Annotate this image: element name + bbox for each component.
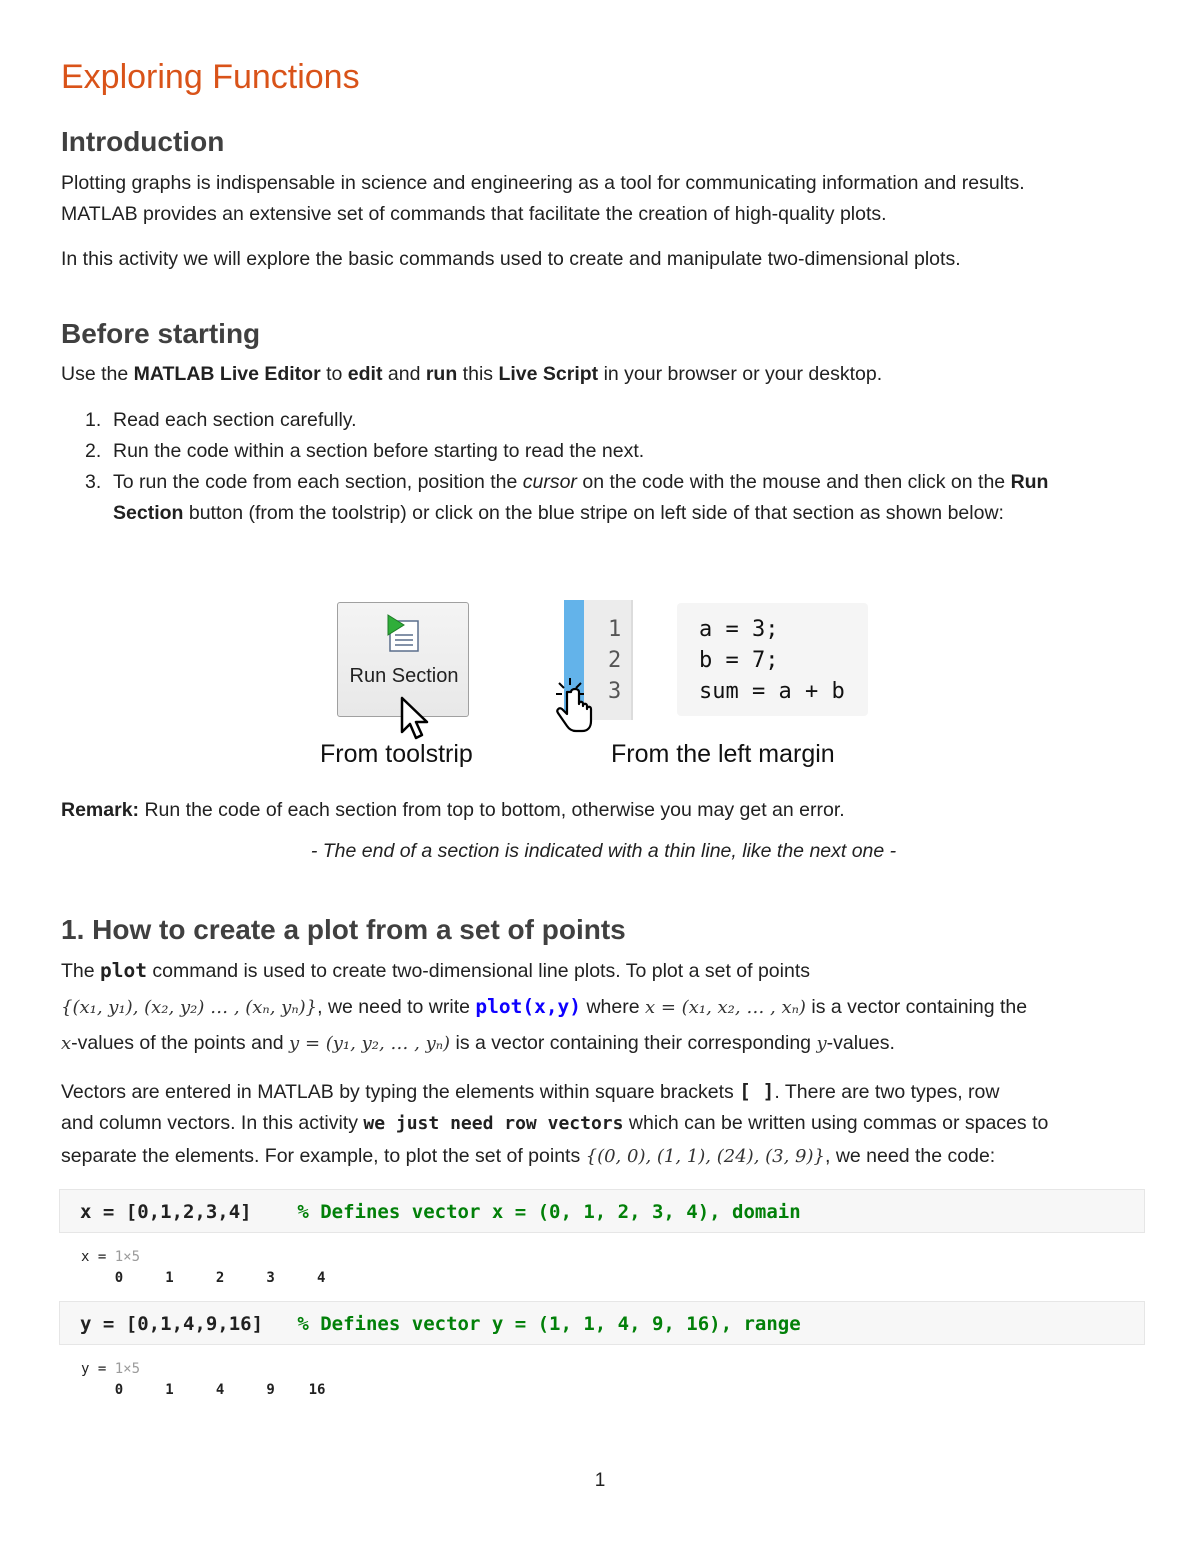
example-code-block	[677, 603, 868, 716]
intro-paragraph-line1: Plotting graphs is indispensable in science and engineering as a tool for communicating information and results.	[61, 172, 1025, 194]
intro-paragraph-2: In this activity we will explore the basic commands used to create and manipulate two-dimensional plots.	[61, 248, 961, 270]
before-starting-heading: Before starting	[61, 318, 261, 349]
before-starting-paragraph: Use the MATLAB Live Editor to edit and run this Live Script in your browser or your desktop.	[61, 363, 883, 385]
vectors-line3: separate the elements. For example, to plot the set of points {(0, 0), (1, 1), (24), (3, 9)}, we need the code:	[61, 1145, 996, 1167]
mouse-pointer-icon	[399, 696, 431, 742]
intro-heading: Introduction	[61, 126, 225, 157]
line-numbers: 1 2 3	[608, 617, 622, 704]
vectors-line2: and column vectors. In this activity we just need row vectors which can be written using commas or spaces to	[61, 1112, 1049, 1134]
output-y: y = 1×5 0 1 4 9 16	[81, 1361, 326, 1398]
run-section-label: Run Section	[349, 665, 459, 687]
output-x: x = 1×5 0 1 2 3 4	[81, 1249, 326, 1286]
page-title: Exploring Functions	[61, 58, 360, 96]
example-code: a = 3; b = 7; sum = a + b	[699, 617, 845, 704]
list-item: 3. To run the code from each section, position the cursor on the code with the mouse and then click on the Run Section button (from the toolstrip) or click on the blue stripe on left side of that section as shown below:	[85, 471, 1049, 524]
plot-intro-line1: The plot command is used to create two-dimensional line plots. To plot a set of points	[61, 959, 810, 982]
caption-from-left-margin: From the left margin	[611, 740, 835, 768]
list-item: 1. Read each section carefully.	[85, 409, 357, 431]
hand-pointer-icon	[554, 676, 598, 738]
plot-intro-line3: x-values of the points and y = (y₁, y₂, … , yₙ) is a vector containing their corresponding y-values.	[61, 1032, 895, 1054]
run-section-icon	[384, 613, 424, 655]
remark-paragraph: Remark: Run the code of each section from top to bottom, otherwise you may get an error.	[61, 799, 845, 821]
code-block-y[interactable]: y = [0,1,4,9,16] % Defines vector y = (1, 1, 4, 9, 16), range	[59, 1301, 1145, 1345]
list-item: 2. Run the code within a section before starting to read the next.	[85, 440, 645, 462]
caption-from-toolstrip: From toolstrip	[320, 740, 473, 768]
steps-list	[85, 405, 1123, 529]
code-block-x[interactable]: x = [0,1,2,3,4] % Defines vector x = (0, 1, 2, 3, 4), domain	[59, 1189, 1145, 1233]
section-1-heading: 1. How to create a plot from a set of points	[61, 914, 626, 945]
intro-paragraph-line2: MATLAB provides an extensive set of commands that facilitate the creation of high-quality plots.	[61, 203, 887, 225]
end-of-section-note: - The end of a section is indicated with a thin line, like the next one -	[310, 840, 897, 862]
vectors-line1: Vectors are entered in MATLAB by typing the elements within square brackets [ ]. There are two types, row	[61, 1080, 1000, 1103]
page-number: 1	[594, 1470, 606, 1491]
plot-intro-line2: {(x₁, y₁), (x₂, y₂) … , (xₙ, yₙ)}, we need to write plot(x,y) where x = (x₁, x₂, … , xₙ) is a vector containing the	[61, 995, 1028, 1018]
